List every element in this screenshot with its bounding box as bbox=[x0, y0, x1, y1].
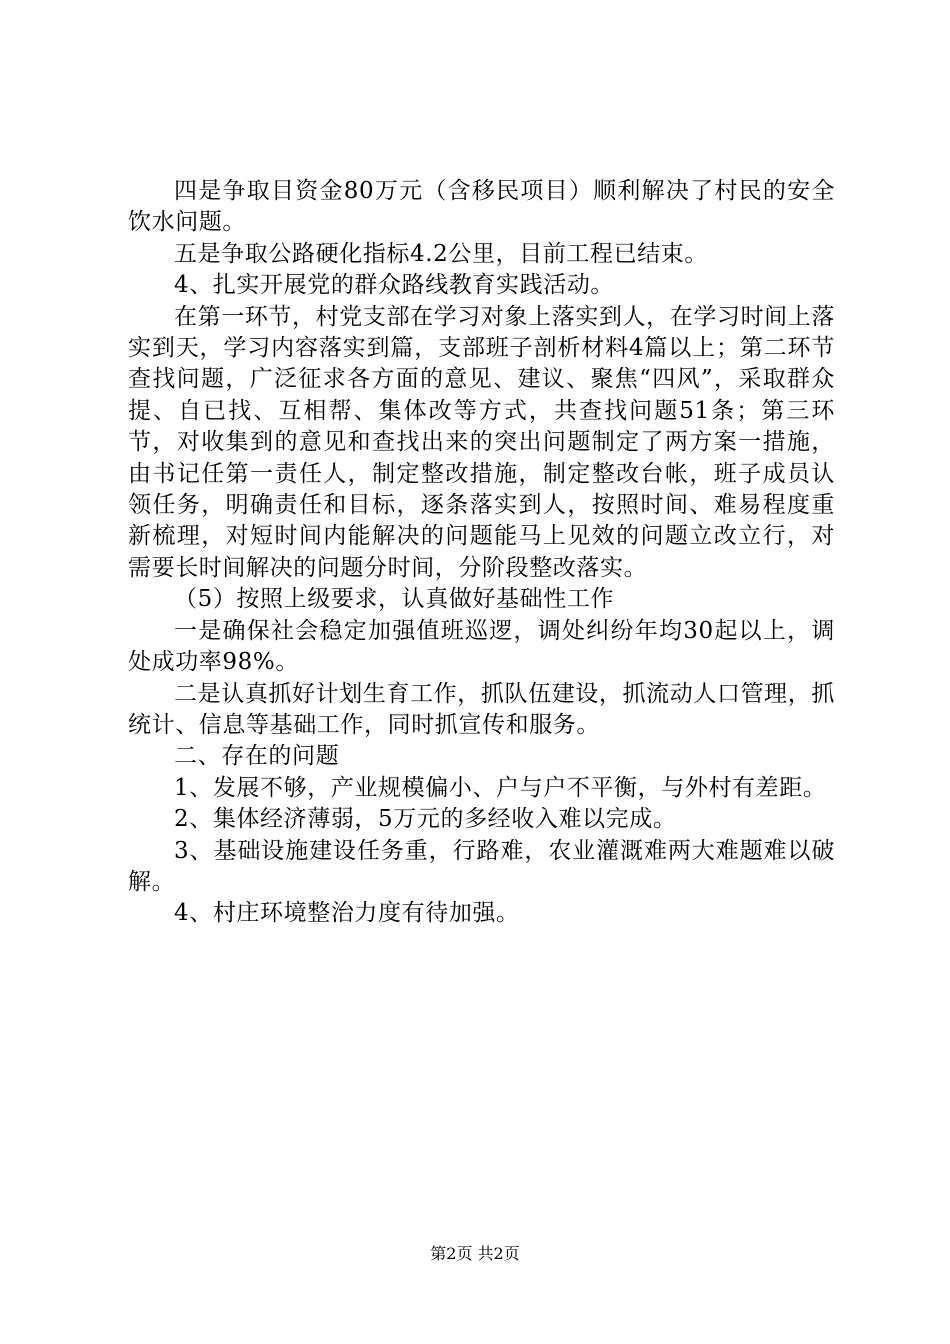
paragraph-education-details: 在第一环节，村党支部在学习对象上落实到人，在学习时间上落实到天，学习内容落实到篇，支部班子剖析材料4篇以上；第二环节查找问题，广泛征求各方面的意见、建议、聚焦“四风”，采取群众提、自已找、互相帮、集体改等方式，共查找问题51条；第三环节，对收集到的意见和查找出来的突出问题制定了两方案一措施，由书记任第一责任人，制定整改措施，制定整改台帐，班子成员认领任务，明确责任和目标，逐条落实到人，按照时间、难易程度重新梳理，对短时间内能解决的问题能马上见效的问题立改立行，对需要长时间解决的问题分时间，分阶段整改落实。 bbox=[128, 303, 835, 581]
paragraph-heading-education-activity: 4、扎实开展党的群众路线教育实践活动。 bbox=[174, 272, 615, 299]
paragraph-problem-1: 1、发展不够，产业规模偏小、户与户不平衡，与外村有差距。 bbox=[174, 774, 827, 801]
paragraph-social-stability: 一是确保社会稳定加强值班巡逻，调处纠纷年均30起以上，调处成功率98%。 bbox=[128, 617, 835, 676]
paragraph-heading-problems: 二、存在的问题 bbox=[174, 743, 340, 770]
paragraph-problem-3: 3、基础设施建设任务重，行路难，农业灌溉难两大难题难以破解。 bbox=[128, 837, 835, 895]
document-body bbox=[128, 176, 835, 930]
paragraph-road-hardening: 五是争取公路硬化指标4.2公里，目前工程已结束。 bbox=[174, 240, 708, 267]
page-number-label: 第2页 共2页 bbox=[430, 1244, 520, 1263]
page-footer bbox=[0, 1243, 950, 1265]
paragraph-problem-2: 2、集体经济薄弱，5万元的多经收入难以完成。 bbox=[174, 806, 677, 833]
paragraph-funding-water: 四是争取目资金80万元（含移民项目）顺利解决了村民的安全饮水问题。 bbox=[128, 178, 835, 236]
paragraph-problem-4: 4、村庄环境整治力度有待加强。 bbox=[174, 900, 520, 927]
paragraph-heading-basic-work: （5）按照上级要求，认真做好基础性工作 bbox=[174, 586, 615, 613]
paragraph-family-planning: 二是认真抓好计划生育工作，抓队伍建设，抓流动人口管理，抓统计、信息等基础工作，同时抓宣传和服务。 bbox=[128, 680, 835, 738]
